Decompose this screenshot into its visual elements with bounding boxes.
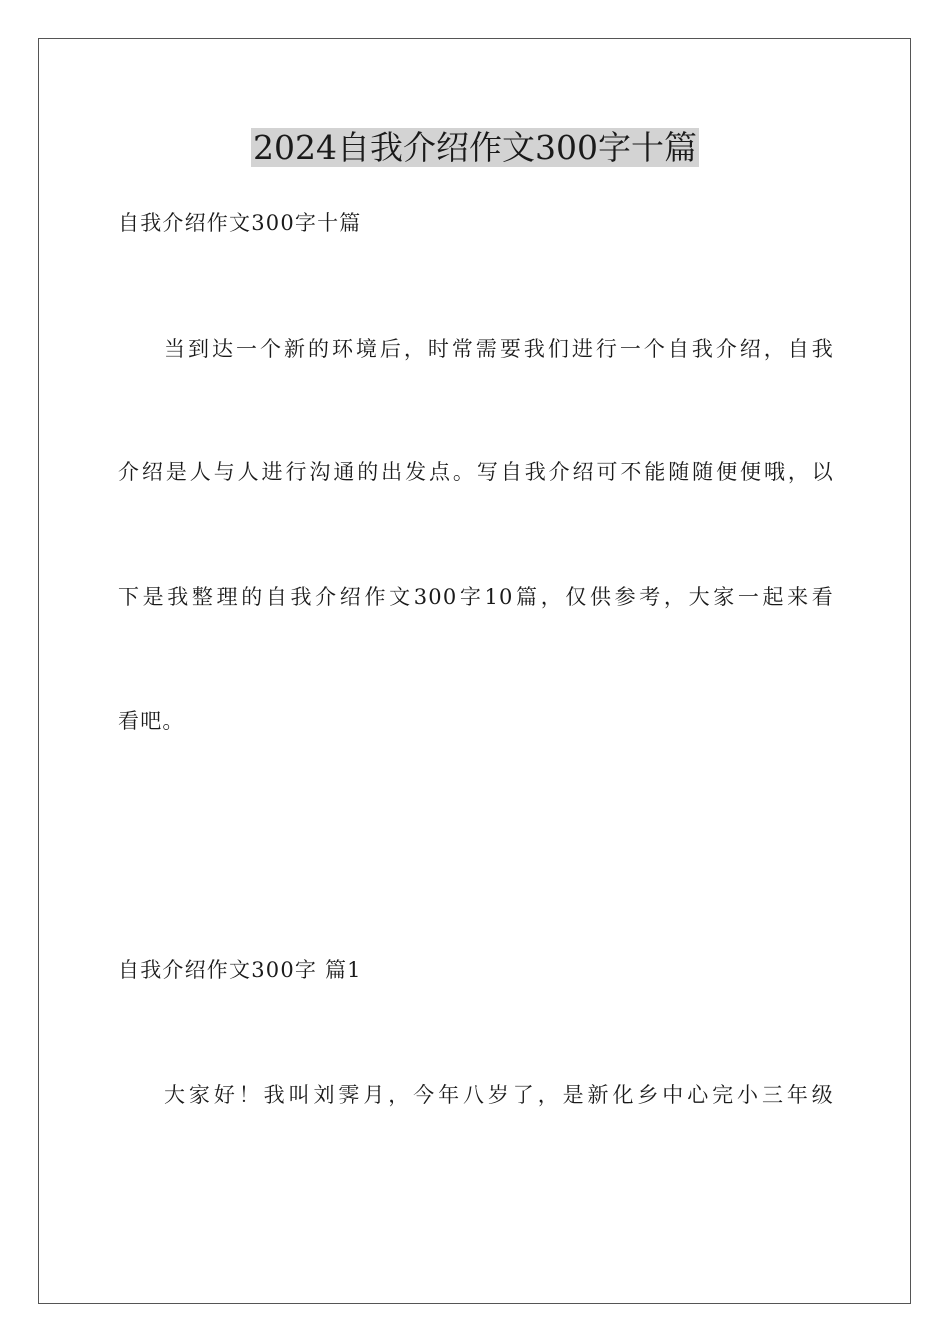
- paragraph-line: 介绍是人与人进行沟通的出发点。写自我介绍可不能随随便便哦，以: [118, 460, 834, 484]
- document-subtitle: 自我介绍作文300字十篇: [118, 211, 362, 235]
- paragraph-line: 大家好！我叫刘霁月，今年八岁了，是新化乡中心完小三年级: [164, 1083, 834, 1107]
- document-title: [0, 126, 950, 170]
- paragraph-line: 下是我整理的自我介绍作文300字10篇，仅供参考，大家一起来看: [118, 585, 834, 609]
- section-heading: 自我介绍作文300字 篇1: [118, 958, 362, 982]
- paragraph-line: 当到达一个新的环境后，时常需要我们进行一个自我介绍，自我: [164, 337, 834, 361]
- paragraph-line: 看吧。: [118, 709, 185, 733]
- document-title-text: 2024自我介绍作文300字十篇: [253, 128, 697, 167]
